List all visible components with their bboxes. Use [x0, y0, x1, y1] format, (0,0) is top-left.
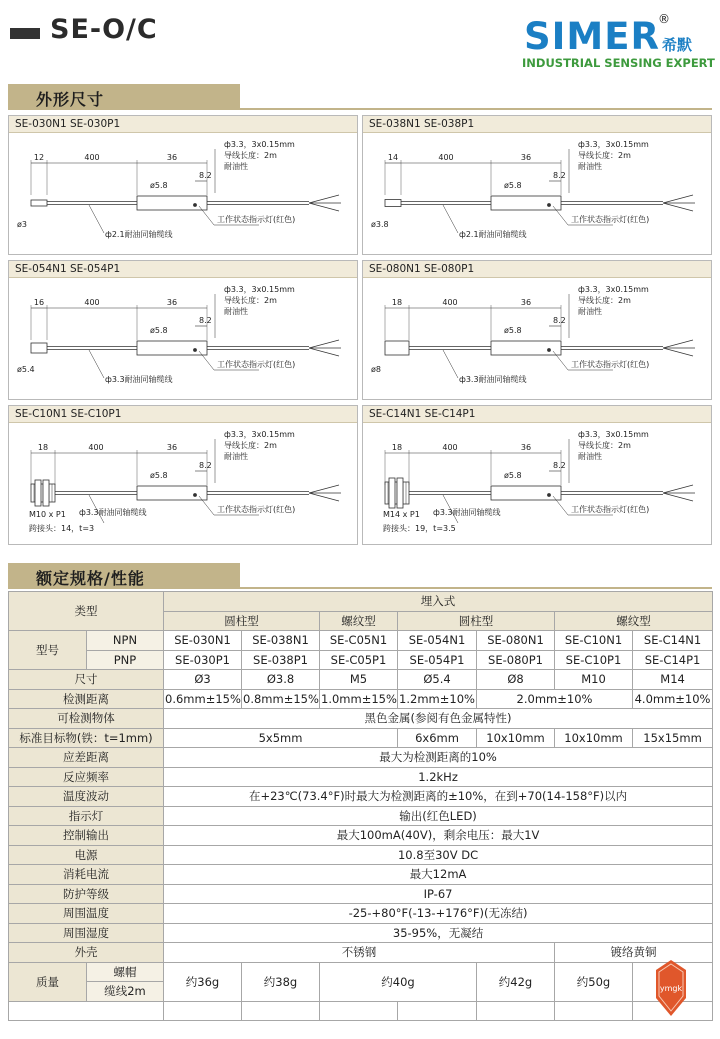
watermark-badge	[654, 958, 688, 1018]
diagram-panel	[8, 115, 358, 255]
current-label: 消耗电流	[9, 865, 164, 885]
led-label: 工作状态指示灯(红色)	[217, 215, 296, 224]
diagram-panel	[362, 405, 712, 545]
weight-label: 质量	[9, 962, 87, 1001]
cable-length-spec: 导线长度：2m	[224, 441, 277, 450]
cable-length-spec: 导线长度：2m	[578, 151, 631, 160]
size-value: M5	[320, 670, 398, 690]
power-label: 电源	[9, 845, 164, 865]
size-value: M10	[555, 670, 633, 690]
brand-tagline: INDUSTRIAL SENSING EXPERT	[522, 56, 715, 70]
protection-label: 防护等级	[9, 884, 164, 904]
dim-body-diameter: ø5.8	[150, 326, 168, 335]
pnp-model: SE-080P1	[477, 650, 555, 670]
page-header	[0, 0, 720, 80]
weight-sub-cable: 缆线2m	[87, 982, 164, 1002]
cable-spec: ф3.3，3x0.15mm	[224, 430, 295, 439]
sensor-body	[137, 486, 207, 500]
frequency-label: 反应频率	[9, 767, 164, 787]
cable-label: ф3.3耐油同轴缆线	[79, 508, 147, 517]
led-indicator	[548, 349, 551, 352]
cable-spec: ф3.3，3x0.15mm	[224, 285, 295, 294]
diagram-panel	[8, 405, 358, 545]
target-value: 6x6mm	[398, 728, 477, 748]
sensor-drawing	[363, 133, 711, 254]
current-value: 最大12mA	[164, 865, 713, 885]
npn-model: SE-030N1	[164, 631, 242, 651]
led-label: 工作状态指示灯(红色)	[571, 215, 650, 224]
pnp-model: SE-054P1	[398, 650, 477, 670]
cable-spec: ф3.3，3x0.15mm	[578, 285, 649, 294]
dim-cable-length: 400	[442, 443, 458, 452]
cable-label: ф3.3耐油同轴缆线	[459, 375, 527, 384]
npn-model: SE-080N1	[477, 631, 555, 651]
cable-length-spec: 导线长度：2m	[224, 151, 277, 160]
sensor-drawing	[363, 423, 711, 544]
dim-head-diameter: ø3	[17, 220, 27, 229]
brand-name: SIMER	[524, 15, 660, 58]
range-label: 检测距离	[9, 689, 164, 709]
thread-spec: M10 x P1	[29, 510, 66, 519]
pnp-model: SE-C05P1	[320, 650, 398, 670]
cable-label: ф3.3耐油同轴缆线	[433, 508, 501, 517]
nut-spec: 跨接头：19，t=3.5	[383, 524, 456, 533]
case-value: 不锈钢	[164, 943, 555, 963]
group-cylinder-2: 圆柱型	[398, 611, 555, 631]
size-value: M14	[633, 670, 713, 690]
cable-length-spec: 导线长度：2m	[224, 296, 277, 305]
case-value: 镀络黄铜	[555, 943, 713, 963]
weight-sub-nut: 螺帽	[87, 962, 164, 982]
section-dimensions-bar	[8, 84, 712, 110]
weight-value: 约42g	[477, 962, 555, 1001]
led-indicator	[194, 349, 197, 352]
protection-value: IP-67	[164, 884, 713, 904]
group-cylinder-1: 圆柱型	[164, 611, 320, 631]
type-header: 类型	[9, 592, 164, 631]
brand-chinese-name: 希默	[662, 36, 693, 54]
dim-head-length: 18	[391, 298, 403, 307]
led-indicator	[194, 204, 197, 207]
led-label: 工作状态指示灯(红色)	[571, 505, 650, 514]
model-label: 型号	[9, 631, 87, 670]
dim-head-diameter: ø3.8	[371, 220, 389, 229]
dim-body-diameter: ø5.8	[504, 471, 522, 480]
lock-nut	[389, 478, 395, 508]
empty-cell	[9, 1001, 164, 1021]
npn-model: SE-038N1	[242, 631, 320, 651]
pnp-model: SE-030P1	[164, 650, 242, 670]
npn-model: SE-C14N1	[633, 631, 713, 651]
sensor-drawing	[9, 133, 357, 254]
empty-cell	[164, 1001, 242, 1021]
cable-spec: ф3.3，3x0.15mm	[578, 430, 649, 439]
mount-header: 埋入式	[164, 592, 713, 612]
weight-value: 约36g	[164, 962, 242, 1001]
ambient-temp-value: -25-+80°F(-13-+176°F)(无冻结)	[164, 904, 713, 924]
weight-value: 约40g	[320, 962, 477, 1001]
sensor-head	[385, 341, 409, 355]
target-label: 标准目标物(铁：t=1mm)	[9, 728, 164, 748]
diagram-panel	[8, 260, 358, 400]
oil-resistance-spec: 耐油性	[578, 452, 602, 461]
empty-cell	[242, 1001, 320, 1021]
target-value: 5x5mm	[164, 728, 398, 748]
oil-resistance-spec: 耐油性	[578, 307, 602, 316]
diagram-title: SE-C14N1 SE-C14P1	[363, 406, 711, 423]
dim-body-diameter: ø5.8	[150, 181, 168, 190]
lock-nut	[397, 478, 403, 508]
cable-spec: ф3.3，3x0.15mm	[224, 140, 295, 149]
sensor-body	[491, 341, 561, 355]
empty-cell	[398, 1001, 477, 1021]
empty-cell	[477, 1001, 555, 1021]
diagram-title: SE-C10N1 SE-C10P1	[9, 406, 357, 423]
sensor-body	[491, 196, 561, 210]
oil-resistance-spec: 耐油性	[224, 307, 248, 316]
range-value: 0.8mm±15%	[242, 689, 320, 709]
sensor-body	[491, 486, 561, 500]
object-value: 黑色金属(参阅有色金属特性)	[164, 709, 713, 729]
range-value: 2.0mm±10%	[477, 689, 633, 709]
range-value: 4.0mm±10%	[633, 689, 713, 709]
size-value: Ø5.4	[398, 670, 477, 690]
range-value: 1.2mm±10%	[398, 689, 477, 709]
sensor-drawing	[363, 278, 711, 399]
cable-label: ф2.1耐油同轴缆线	[459, 230, 527, 239]
dim-head-diameter: ø8	[371, 365, 381, 374]
target-value: 10x10mm	[477, 728, 555, 748]
pnp-model: SE-038P1	[242, 650, 320, 670]
cable-label: ф3.3耐油同轴缆线	[105, 375, 173, 384]
registered-mark: ®	[658, 12, 670, 26]
dim-body-diameter: ø5.8	[504, 181, 522, 190]
dim-cable-length: 400	[438, 153, 454, 162]
range-value: 0.6mm±15%	[164, 689, 242, 709]
diagram-title: SE-030N1 SE-030P1	[9, 116, 357, 133]
led-indicator	[548, 204, 551, 207]
nut-spec: 跨接头：14，t=3	[29, 524, 95, 533]
temp-drift-value: 在+23℃(73.4°F)时最大为检测距离的±10%，在到+70(14-158°F)以内	[164, 787, 713, 807]
diagram-title: SE-080N1 SE-080P1	[363, 261, 711, 278]
sensor-body	[137, 196, 207, 210]
model-title: SE-O/C	[50, 14, 158, 45]
range-value: 1.0mm±15%	[320, 689, 398, 709]
weight-value: 约50g	[555, 962, 633, 1001]
size-value: Ø3.8	[242, 670, 320, 690]
dim-head-length: 14	[387, 153, 399, 162]
sensor-head	[31, 343, 47, 353]
npn-model: SE-C10N1	[555, 631, 633, 651]
indicator-value: 输出(红色LED)	[164, 806, 713, 826]
lock-nut	[35, 480, 41, 506]
diagram-panel	[362, 115, 712, 255]
group-thread-1: 螺纹型	[320, 611, 398, 631]
size-value: Ø8	[477, 670, 555, 690]
oil-resistance-spec: 耐油性	[224, 162, 248, 171]
output-value: 最大100mA(40V)，剩余电压：最大1V	[164, 826, 713, 846]
oil-resistance-spec: 耐油性	[578, 162, 602, 171]
oil-resistance-spec: 耐油性	[224, 452, 248, 461]
sensor-head	[31, 200, 47, 206]
dim-head-length: 18	[37, 443, 49, 452]
dim-head-diameter: ø5.4	[17, 365, 35, 374]
dim-head-length: 18	[391, 443, 403, 452]
led-indicator	[194, 494, 197, 497]
frequency-value: 1.2kHz	[164, 767, 713, 787]
npn-model: SE-C05N1	[320, 631, 398, 651]
temp-drift-label: 温度波动	[9, 787, 164, 807]
section-specs-title: 额定规格/性能	[36, 569, 145, 588]
hysteresis-label: 应差距离	[9, 748, 164, 768]
npn-model: SE-054N1	[398, 631, 477, 651]
led-indicator	[548, 494, 551, 497]
dim-cable-length: 400	[88, 443, 104, 452]
dim-cable-length: 400	[84, 298, 100, 307]
dim-head-length: 12	[33, 153, 45, 162]
output-label: 控制输出	[9, 826, 164, 846]
title-marker	[10, 28, 40, 39]
cable-length-spec: 导线长度：2m	[578, 296, 631, 305]
dim-body-length: 36	[166, 298, 178, 307]
group-thread-2: 螺纹型	[555, 611, 713, 631]
cable-length-spec: 导线长度：2m	[578, 441, 631, 450]
dim-body-diameter: ø5.8	[504, 326, 522, 335]
dim-tail-length: 8.2	[199, 316, 212, 325]
dim-body-length: 36	[166, 153, 178, 162]
dim-tail-length: 8.2	[553, 461, 566, 470]
dim-cable-length: 400	[442, 298, 458, 307]
sensor-drawing	[9, 423, 357, 544]
cable-spec: ф3.3，3x0.15mm	[578, 140, 649, 149]
weight-value: 约38g	[242, 962, 320, 1001]
dim-tail-length: 8.2	[553, 316, 566, 325]
led-label: 工作状态指示灯(红色)	[217, 505, 296, 514]
dim-head-length: 16	[33, 298, 45, 307]
power-value: 10.8至30V DC	[164, 845, 713, 865]
empty-cell	[320, 1001, 398, 1021]
object-label: 可检测物体	[9, 709, 164, 729]
dim-body-diameter: ø5.8	[150, 471, 168, 480]
pnp-model: SE-C10P1	[555, 650, 633, 670]
section-dimensions-title: 外形尺寸	[36, 90, 105, 109]
led-label: 工作状态指示灯(红色)	[217, 360, 296, 369]
dim-tail-length: 8.2	[199, 461, 212, 470]
diagram-title: SE-054N1 SE-054P1	[9, 261, 357, 278]
target-value: 15x15mm	[633, 728, 713, 748]
thread-spec: M14 x P1	[383, 510, 420, 519]
ambient-humidity-label: 周围湿度	[9, 923, 164, 943]
dim-body-length: 36	[520, 153, 532, 162]
lock-nut	[43, 480, 49, 506]
sensor-drawing	[9, 278, 357, 399]
target-value: 10x10mm	[555, 728, 633, 748]
empty-cell	[555, 1001, 633, 1021]
diagram-panel	[362, 260, 712, 400]
sensor-head	[385, 200, 401, 207]
indicator-label: 指示灯	[9, 806, 164, 826]
case-label: 外壳	[9, 943, 164, 963]
dim-body-length: 36	[520, 443, 532, 452]
brand-logo	[522, 10, 718, 72]
dim-tail-length: 8.2	[553, 171, 566, 180]
pnp-label: PNP	[87, 650, 164, 670]
pnp-model: SE-C14P1	[633, 650, 713, 670]
size-value: Ø3	[164, 670, 242, 690]
watermark-text: ymgk	[659, 984, 683, 993]
hysteresis-value: 最大为检测距离的10%	[164, 748, 713, 768]
section-specs-bar	[8, 563, 712, 589]
ambient-temp-label: 周围温度	[9, 904, 164, 924]
dim-tail-length: 8.2	[199, 171, 212, 180]
spec-table	[8, 591, 713, 1021]
cable-label: ф2.1耐油同轴缆线	[105, 230, 173, 239]
size-label: 尺寸	[9, 670, 164, 690]
dim-cable-length: 400	[84, 153, 100, 162]
ambient-humidity-value: 35-95%，无凝结	[164, 923, 713, 943]
dim-body-length: 36	[520, 298, 532, 307]
sensor-body	[137, 341, 207, 355]
npn-label: NPN	[87, 631, 164, 651]
led-label: 工作状态指示灯(红色)	[571, 360, 650, 369]
dim-body-length: 36	[166, 443, 178, 452]
diagram-title: SE-038N1 SE-038P1	[363, 116, 711, 133]
